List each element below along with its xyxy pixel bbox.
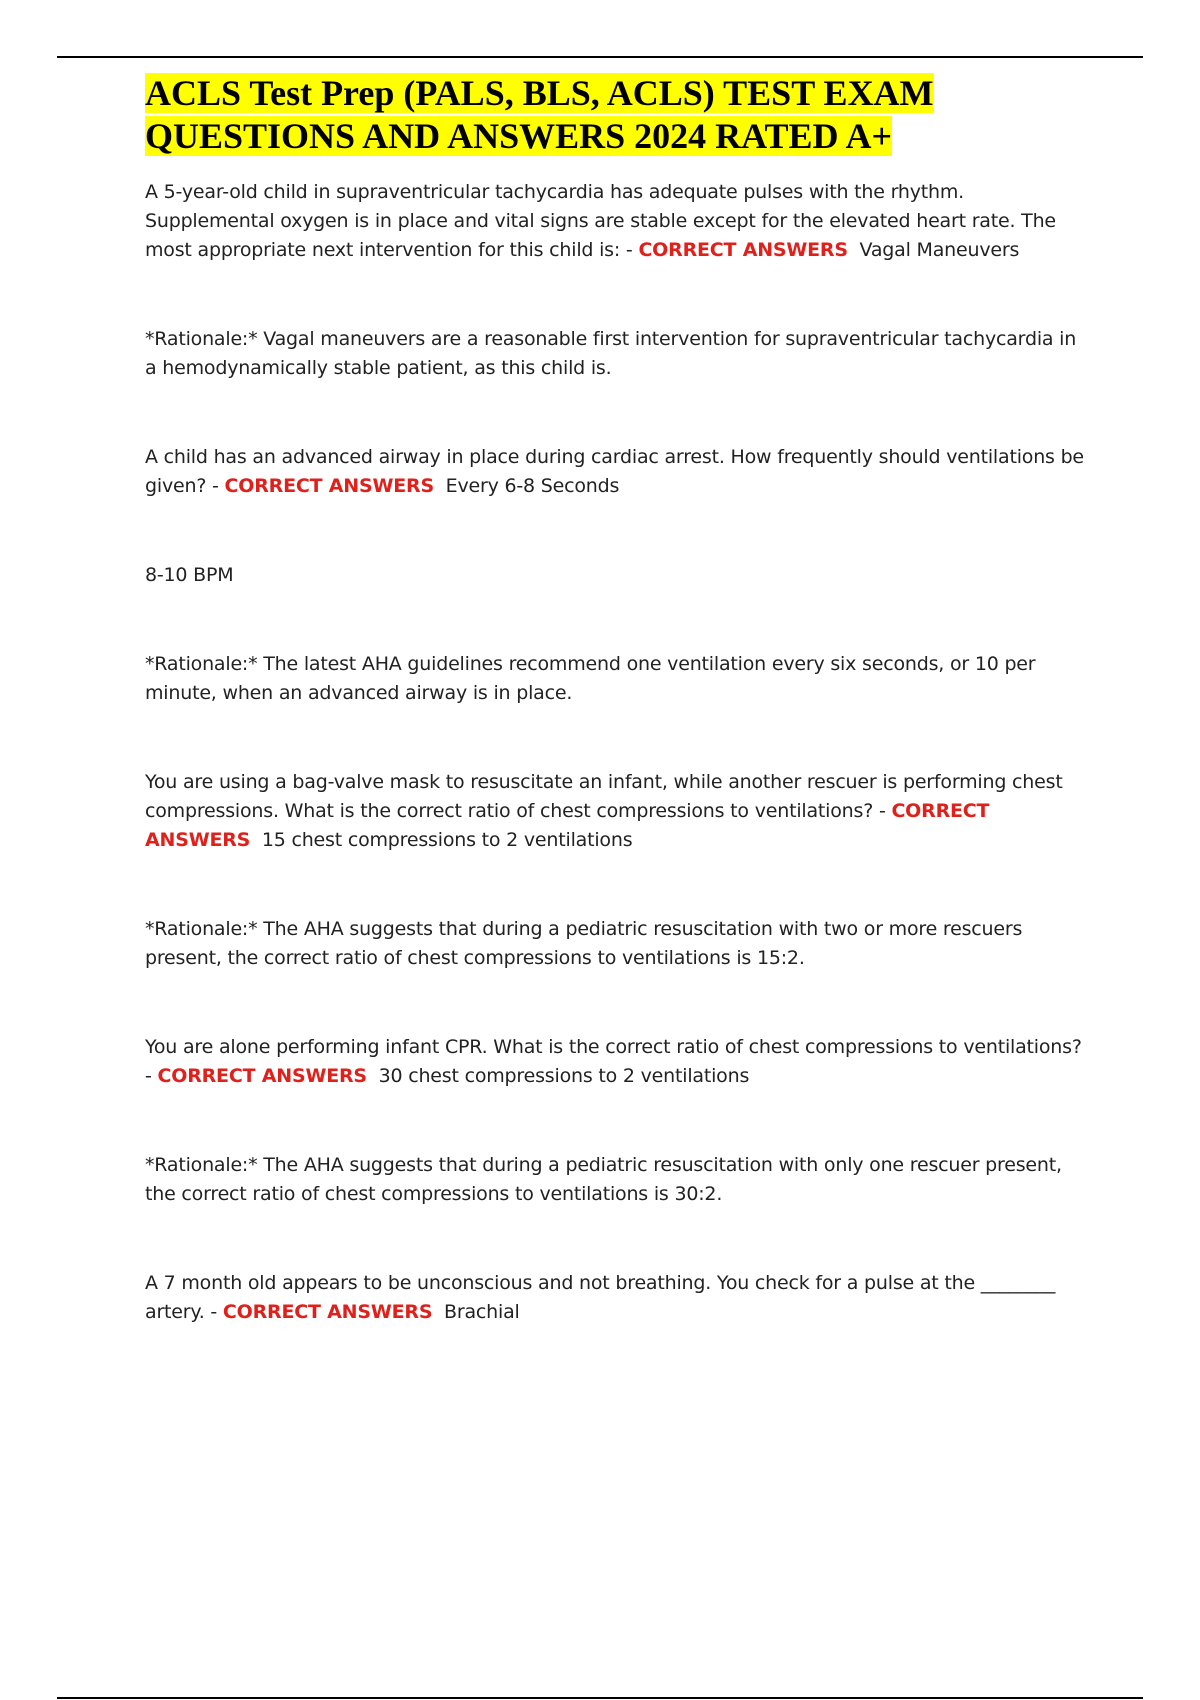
answer-2-extra: 8-10 BPM [145, 564, 234, 586]
rationale-1: *Rationale:* Vagal maneuvers are a reasonable first intervention for supraventricular tachycardia in a hemodynamically stable patient, as this child is. [145, 328, 1077, 379]
title-line-1: ACLS Test Prep (PALS, BLS, ACLS) TEST EXAM [145, 73, 934, 113]
question-5-text: A 7 month old appears to be unconscious and not breathing. You check for a pulse at the ________ artery. - [145, 1272, 1056, 1323]
question-4 [145, 1033, 1085, 1091]
answer-5: Brachial [444, 1301, 520, 1323]
question-1-text: A 5-year-old child in supraventricular tachycardia has adequate pulses with the rhythm. Supplemental oxygen is in place and vital signs are stable except for the elevated heart rate. The most appropriate next intervention for this child is: - [145, 181, 1056, 261]
correct-answers-label: CORRECT ANSWERS [145, 800, 990, 851]
question-3 [145, 768, 1085, 855]
rationale-2: *Rationale:* The latest AHA guidelines recommend one ventilation every six seconds, or 10 per minute, when an advanced airway is in place. [145, 653, 1036, 704]
question-5 [145, 1269, 1085, 1327]
question-2 [145, 443, 1085, 501]
document-title [145, 72, 1085, 158]
question-4-text: You are alone performing infant CPR. What is the correct ratio of chest compressions to ventilations? - [145, 1036, 1082, 1087]
correct-answers-label: CORRECT ANSWERS [157, 1065, 367, 1087]
answer-2: Every 6-8 Seconds [445, 475, 620, 497]
question-1 [145, 178, 1085, 265]
correct-answers-label: CORRECT ANSWERS [638, 239, 848, 261]
answer-3: 15 chest compressions to 2 ventilations [261, 829, 633, 851]
title-line-2: QUESTIONS AND ANSWERS 2024 RATED A+ [145, 116, 893, 156]
document-body [145, 72, 1085, 1327]
top-rule [57, 56, 1143, 58]
bottom-rule [57, 1697, 1143, 1699]
rationale-4: *Rationale:* The AHA suggests that during a pediatric resuscitation with only one rescuer present, the correct ratio of chest compressions to ventilations is 30:2. [145, 1154, 1062, 1205]
answer-4: 30 chest compressions to 2 ventilations [378, 1065, 750, 1087]
question-3-text: You are using a bag-valve mask to resuscitate an infant, while another rescuer is performing chest compressions. What is the correct ratio of chest compressions to ventilations? - [145, 771, 1063, 822]
rationale-3: *Rationale:* The AHA suggests that during a pediatric resuscitation with two or more rescuers present, the correct ratio of chest compressions to ventilations is 15:2. [145, 918, 1023, 969]
question-2-text: A child has an advanced airway in place during cardiac arrest. How frequently should ventilations be given? - [145, 446, 1084, 497]
correct-answers-label: CORRECT ANSWERS [224, 475, 434, 497]
answer-1: Vagal Maneuvers [859, 239, 1020, 261]
correct-answers-label: CORRECT ANSWERS [222, 1301, 433, 1323]
